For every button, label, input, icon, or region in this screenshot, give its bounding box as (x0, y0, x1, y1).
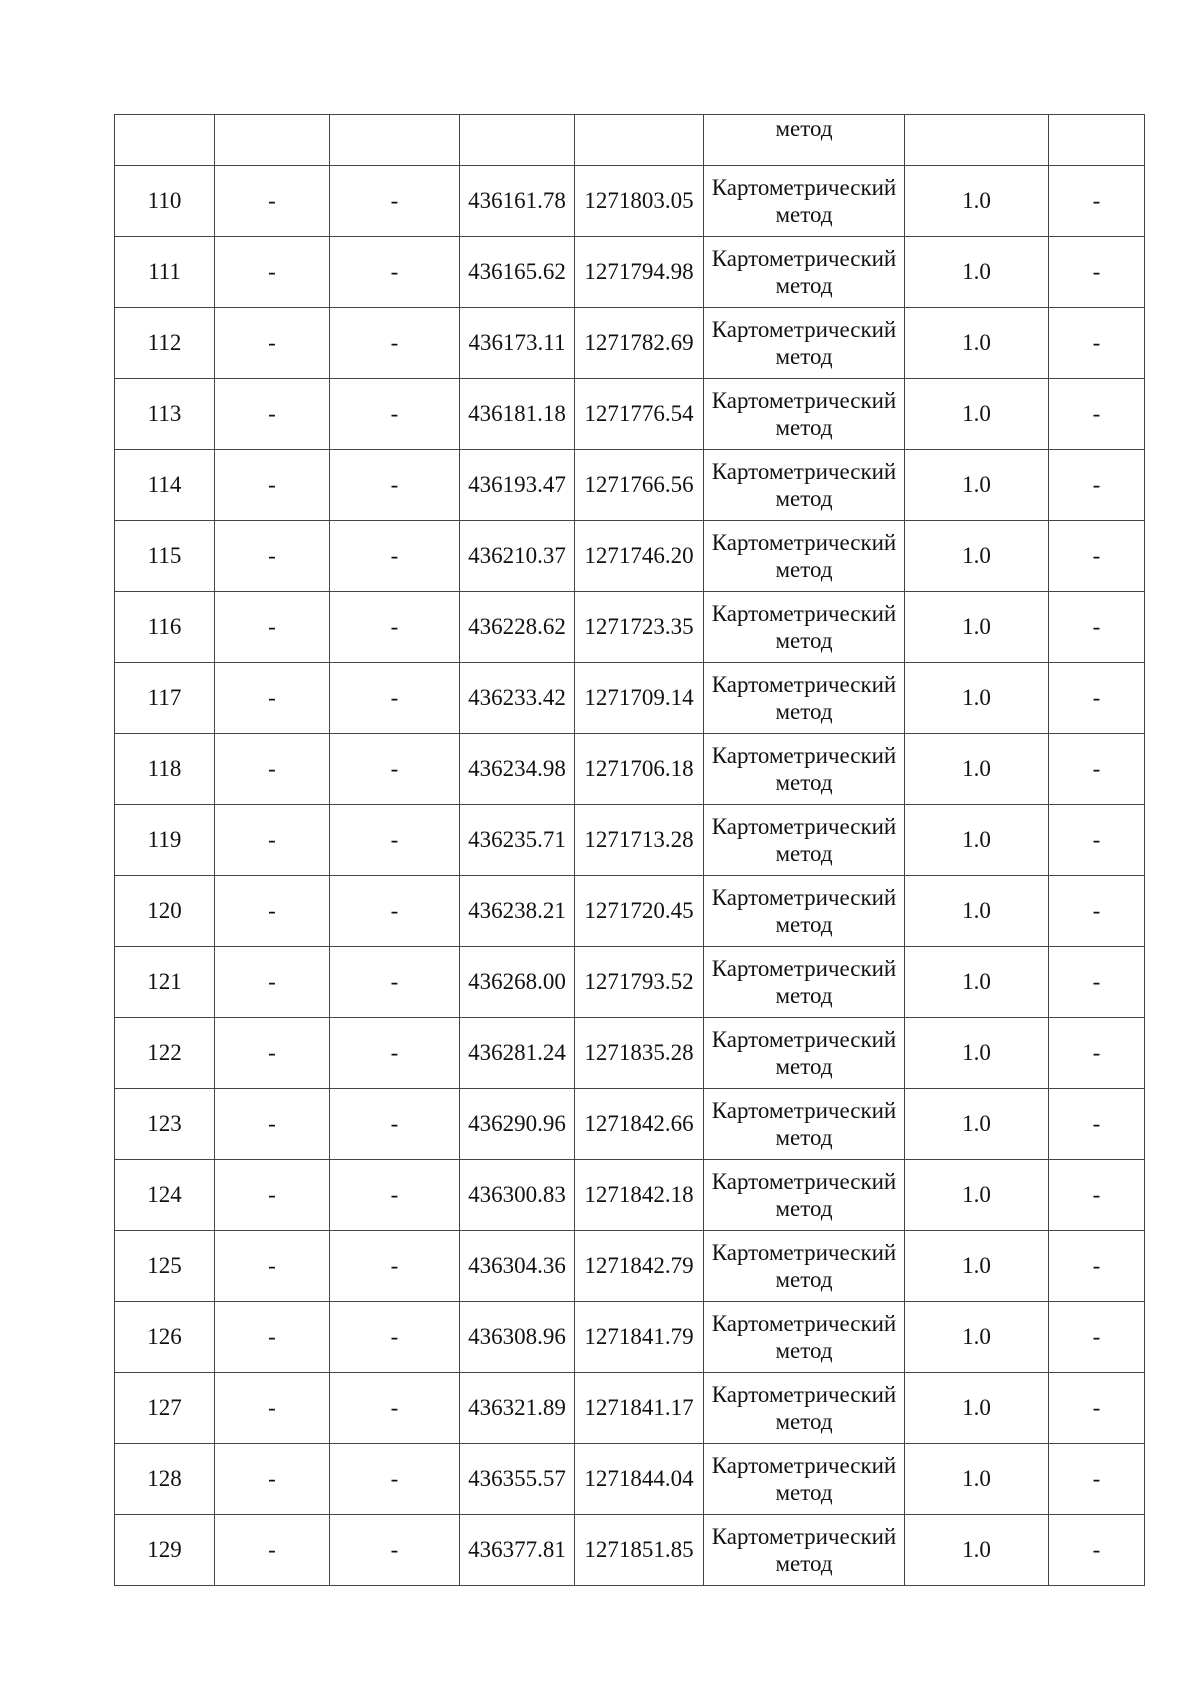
method-line-1: Картометрический (711, 1524, 897, 1549)
cell-method (704, 166, 905, 237)
cell-accuracy: 1.0 (905, 734, 1049, 805)
cell-dash: - (1049, 521, 1145, 592)
table-row (115, 734, 1145, 805)
table-row (115, 876, 1145, 947)
cell-accuracy: 1.0 (905, 166, 1049, 237)
table-row (115, 1444, 1145, 1515)
table-row (115, 1160, 1145, 1231)
cell-y-coordinate: 1271841.79 (575, 1302, 704, 1373)
cell-method (704, 1018, 905, 1089)
cell-dash: - (1049, 166, 1145, 237)
cell-dash: - (1049, 1089, 1145, 1160)
table-row (115, 947, 1145, 1018)
cell-dash: - (330, 1160, 460, 1231)
coordinates-table (114, 114, 1145, 1586)
table-row (115, 1231, 1145, 1302)
cell-accuracy: 1.0 (905, 308, 1049, 379)
cell-dash: - (330, 237, 460, 308)
cell-accuracy: 1.0 (905, 947, 1049, 1018)
cell-x-coordinate: 436173.11 (460, 308, 575, 379)
cell-x-coordinate: 436355.57 (460, 1444, 575, 1515)
cell-method (704, 1231, 905, 1302)
cell-empty (1049, 115, 1145, 166)
method-line-1: Картометрический (711, 601, 897, 626)
cell-dash: - (1049, 308, 1145, 379)
table-row (115, 1018, 1145, 1089)
cell-dash: - (330, 592, 460, 663)
method-line-1: Картометрический (711, 317, 897, 342)
cell-x-coordinate: 436377.81 (460, 1515, 575, 1586)
cell-dash: - (215, 1373, 330, 1444)
cell-dash: - (1049, 592, 1145, 663)
method-line-1: Картометрический (711, 672, 897, 697)
cell-dash: - (215, 521, 330, 592)
method-line-2: метод (775, 344, 833, 369)
cell-point-number: 121 (115, 947, 215, 1018)
cell-method (704, 1160, 905, 1231)
cell-dash: - (1049, 663, 1145, 734)
cell-x-coordinate: 436308.96 (460, 1302, 575, 1373)
cell-y-coordinate: 1271782.69 (575, 308, 704, 379)
cell-y-coordinate: 1271706.18 (575, 734, 704, 805)
cell-dash: - (215, 1160, 330, 1231)
method-line-2: метод (775, 1338, 833, 1363)
method-line-1: Картометрический (711, 1098, 897, 1123)
cell-point-number: 128 (115, 1444, 215, 1515)
cell-accuracy: 1.0 (905, 1302, 1049, 1373)
cell-method (704, 805, 905, 876)
cell-accuracy: 1.0 (905, 805, 1049, 876)
cell-accuracy: 1.0 (905, 1018, 1049, 1089)
table-row (115, 521, 1145, 592)
cell-point-number: 112 (115, 308, 215, 379)
cell-x-coordinate: 436281.24 (460, 1018, 575, 1089)
cell-y-coordinate: 1271776.54 (575, 379, 704, 450)
table-body (115, 115, 1145, 1586)
cell-dash: - (1049, 734, 1145, 805)
method-line-2: метод (775, 699, 833, 724)
method-line-1: Картометрический (711, 814, 897, 839)
cell-point-number: 126 (115, 1302, 215, 1373)
cell-dash: - (215, 166, 330, 237)
cell-dash: - (1049, 1018, 1145, 1089)
cell-dash: - (1049, 1444, 1145, 1515)
cell-dash: - (215, 947, 330, 1018)
cell-accuracy: 1.0 (905, 379, 1049, 450)
method-line-1: Картометрический (711, 246, 897, 271)
method-line-1: Картометрический (711, 743, 897, 768)
method-line-1: Картометрический (711, 459, 897, 484)
cell-x-coordinate: 436235.71 (460, 805, 575, 876)
continuation-row (115, 115, 1145, 166)
cell-accuracy: 1.0 (905, 1515, 1049, 1586)
cell-dash: - (215, 592, 330, 663)
table-row (115, 1373, 1145, 1444)
cell-dash: - (215, 379, 330, 450)
cell-method (704, 1373, 905, 1444)
cell-empty (330, 115, 460, 166)
cell-accuracy: 1.0 (905, 876, 1049, 947)
cell-x-coordinate: 436321.89 (460, 1373, 575, 1444)
cell-dash: - (330, 805, 460, 876)
method-line-1: Картометрический (711, 530, 897, 555)
cell-dash: - (215, 1018, 330, 1089)
cell-dash: - (215, 450, 330, 521)
method-line-2: метод (775, 557, 833, 582)
method-line-1: Картометрический (711, 175, 897, 200)
cell-point-number: 118 (115, 734, 215, 805)
cell-x-coordinate: 436234.98 (460, 734, 575, 805)
cell-method (704, 379, 905, 450)
cell-point-number: 122 (115, 1018, 215, 1089)
method-line-2: метод (775, 983, 833, 1008)
cell-x-coordinate: 436181.18 (460, 379, 575, 450)
cell-dash: - (1049, 1231, 1145, 1302)
cell-dash: - (215, 1515, 330, 1586)
method-line-2: метод (775, 628, 833, 653)
method-line-2: метод (775, 273, 833, 298)
cell-dash: - (330, 521, 460, 592)
cell-dash: - (1049, 1373, 1145, 1444)
cell-x-coordinate: 436268.00 (460, 947, 575, 1018)
cell-x-coordinate: 436161.78 (460, 166, 575, 237)
cell-accuracy: 1.0 (905, 663, 1049, 734)
cell-empty (905, 115, 1049, 166)
cell-x-coordinate: 436210.37 (460, 521, 575, 592)
table-row (115, 592, 1145, 663)
cell-point-number: 123 (115, 1089, 215, 1160)
method-line-2: метод (775, 770, 833, 795)
cell-dash: - (215, 1302, 330, 1373)
cell-empty (575, 115, 704, 166)
cell-point-number: 127 (115, 1373, 215, 1444)
table-row (115, 237, 1145, 308)
cell-dash: - (330, 663, 460, 734)
cell-y-coordinate: 1271842.66 (575, 1089, 704, 1160)
method-line-2: метод (775, 1551, 833, 1576)
cell-y-coordinate: 1271709.14 (575, 663, 704, 734)
cell-point-number: 115 (115, 521, 215, 592)
method-line-1: Картометрический (711, 1169, 897, 1194)
cell-empty (460, 115, 575, 166)
table-row (115, 1515, 1145, 1586)
cell-dash: - (215, 663, 330, 734)
cell-dash: - (330, 308, 460, 379)
cell-method (704, 1444, 905, 1515)
table-row (115, 308, 1145, 379)
method-line-1: Картометрический (711, 885, 897, 910)
cell-accuracy: 1.0 (905, 450, 1049, 521)
cell-dash: - (215, 308, 330, 379)
method-line-2: метод (775, 1480, 833, 1505)
table-row (115, 1302, 1145, 1373)
cell-dash: - (215, 1089, 330, 1160)
cell-x-coordinate: 436304.36 (460, 1231, 575, 1302)
method-line-1: Картометрический (711, 1311, 897, 1336)
cell-x-coordinate: 436228.62 (460, 592, 575, 663)
cell-y-coordinate: 1271841.17 (575, 1373, 704, 1444)
table-row (115, 805, 1145, 876)
cell-accuracy: 1.0 (905, 592, 1049, 663)
cell-method (704, 1089, 905, 1160)
cell-y-coordinate: 1271844.04 (575, 1444, 704, 1515)
cell-accuracy: 1.0 (905, 1231, 1049, 1302)
cell-x-coordinate: 436300.83 (460, 1160, 575, 1231)
cell-x-coordinate: 436238.21 (460, 876, 575, 947)
cell-dash: - (1049, 805, 1145, 876)
cell-method (704, 521, 905, 592)
cell-empty (215, 115, 330, 166)
cell-point-number: 129 (115, 1515, 215, 1586)
cell-dash: - (330, 450, 460, 521)
method-line-1: Картометрический (711, 956, 897, 981)
cell-point-number: 111 (115, 237, 215, 308)
cell-method (704, 308, 905, 379)
cell-dash: - (215, 734, 330, 805)
cell-method: метод (704, 115, 905, 166)
cell-point-number: 114 (115, 450, 215, 521)
cell-dash: - (215, 1231, 330, 1302)
cell-method (704, 1515, 905, 1586)
cell-y-coordinate: 1271766.56 (575, 450, 704, 521)
table-row (115, 450, 1145, 521)
cell-dash: - (215, 237, 330, 308)
cell-dash: - (215, 876, 330, 947)
cell-y-coordinate: 1271713.28 (575, 805, 704, 876)
cell-method (704, 1302, 905, 1373)
cell-dash: - (1049, 237, 1145, 308)
cell-method (704, 237, 905, 308)
cell-x-coordinate: 436290.96 (460, 1089, 575, 1160)
method-line-2: метод (775, 202, 833, 227)
cell-accuracy: 1.0 (905, 1444, 1049, 1515)
cell-dash: - (1049, 379, 1145, 450)
cell-dash: - (330, 1231, 460, 1302)
method-line-1: Картометрический (711, 388, 897, 413)
cell-point-number: 120 (115, 876, 215, 947)
cell-x-coordinate: 436165.62 (460, 237, 575, 308)
method-line-1: Картометрический (711, 1240, 897, 1265)
cell-accuracy: 1.0 (905, 237, 1049, 308)
method-line-2: метод (775, 486, 833, 511)
method-line-1: Картометрический (711, 1453, 897, 1478)
cell-dash: - (330, 734, 460, 805)
cell-x-coordinate: 436233.42 (460, 663, 575, 734)
cell-dash: - (1049, 450, 1145, 521)
method-line-2: метод (775, 415, 833, 440)
cell-point-number: 113 (115, 379, 215, 450)
cell-accuracy: 1.0 (905, 521, 1049, 592)
method-line-2: метод (775, 841, 833, 866)
cell-dash: - (330, 1373, 460, 1444)
cell-y-coordinate: 1271851.85 (575, 1515, 704, 1586)
table-row (115, 166, 1145, 237)
cell-dash: - (330, 166, 460, 237)
cell-dash: - (330, 1444, 460, 1515)
cell-point-number: 116 (115, 592, 215, 663)
cell-dash: - (1049, 1160, 1145, 1231)
cell-y-coordinate: 1271842.18 (575, 1160, 704, 1231)
cell-accuracy: 1.0 (905, 1089, 1049, 1160)
cell-x-coordinate: 436193.47 (460, 450, 575, 521)
cell-dash: - (215, 805, 330, 876)
cell-empty (115, 115, 215, 166)
cell-dash: - (1049, 1302, 1145, 1373)
cell-y-coordinate: 1271746.20 (575, 521, 704, 592)
method-line-2: метод (775, 1409, 833, 1434)
cell-dash: - (1049, 1515, 1145, 1586)
table-row (115, 663, 1145, 734)
cell-point-number: 117 (115, 663, 215, 734)
cell-point-number: 124 (115, 1160, 215, 1231)
cell-y-coordinate: 1271842.79 (575, 1231, 704, 1302)
cell-method (704, 592, 905, 663)
cell-method (704, 947, 905, 1018)
cell-method (704, 450, 905, 521)
cell-dash: - (330, 1018, 460, 1089)
cell-dash: - (330, 1515, 460, 1586)
cell-dash: - (330, 876, 460, 947)
cell-point-number: 119 (115, 805, 215, 876)
cell-y-coordinate: 1271723.35 (575, 592, 704, 663)
cell-dash: - (330, 1089, 460, 1160)
cell-point-number: 110 (115, 166, 215, 237)
cell-dash: - (1049, 947, 1145, 1018)
table-row (115, 1089, 1145, 1160)
method-line-2: метод (775, 1196, 833, 1221)
method-line-2: метод (775, 1054, 833, 1079)
cell-method (704, 876, 905, 947)
cell-y-coordinate: 1271793.52 (575, 947, 704, 1018)
cell-y-coordinate: 1271835.28 (575, 1018, 704, 1089)
cell-accuracy: 1.0 (905, 1160, 1049, 1231)
method-line-1: Картометрический (711, 1027, 897, 1052)
cell-point-number: 125 (115, 1231, 215, 1302)
cell-dash: - (1049, 876, 1145, 947)
method-line-2: метод (775, 1267, 833, 1292)
cell-accuracy: 1.0 (905, 1373, 1049, 1444)
method-line-1: Картометрический (711, 1382, 897, 1407)
table-row (115, 379, 1145, 450)
method-line-2: метод (775, 1125, 833, 1150)
cell-y-coordinate: 1271803.05 (575, 166, 704, 237)
cell-dash: - (330, 1302, 460, 1373)
cell-dash: - (215, 1444, 330, 1515)
cell-y-coordinate: 1271720.45 (575, 876, 704, 947)
cell-method (704, 663, 905, 734)
cell-y-coordinate: 1271794.98 (575, 237, 704, 308)
method-line-2: метод (775, 912, 833, 937)
cell-dash: - (330, 379, 460, 450)
cell-dash: - (330, 947, 460, 1018)
cell-method (704, 734, 905, 805)
